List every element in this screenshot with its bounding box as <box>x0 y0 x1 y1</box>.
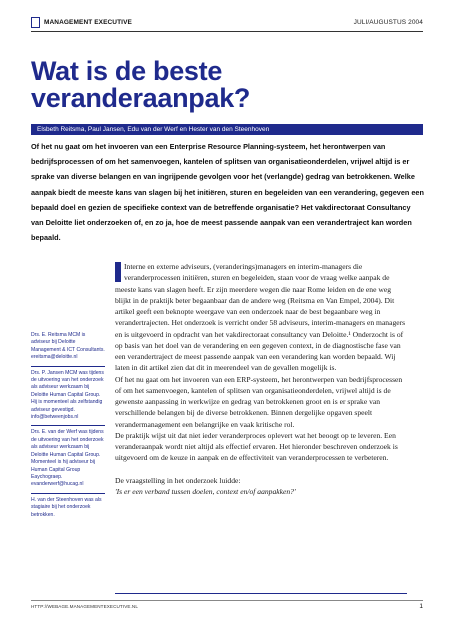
sidebar-divider <box>31 493 105 494</box>
footer-divider <box>31 600 423 601</box>
body-paragraph: Interne en externe adviseurs, (veranderings)managers en interim-managers die veranderprocessen initiëren, sturen en begeleiden, staan voor de vraag welke aanpak de meeste kans van slagen heeft. Er zijn meerdere wegen die naar Rome leiden en de ene weg blijkt in de praktijk beter begaanbaar dan de andere weg (Reitsma en Van Empel, 2004). Dit artikel geeft een beknopte weergave van een onderzoek naar de best begaanbare weg in verandertrajecten. Het onderzoek is verricht onder 58 adviseurs, interim-managers en managers en is uitgevoerd in opdracht van het vakdirectoraat consultancy van Deloitte.¹ Onderzocht is of op basis van het doel van de verandering en een gegeven context, in de diagnostische fase van een verandertraject de meest passende aanpak van een verandering kan worden bepaald. Wij laten in dit artikel zien dat dit in meerendeel van de gevallen mogelijk is. <box>115 262 406 373</box>
sidebar-divider <box>31 425 105 426</box>
author-note: Drs. P. Jansen MCM was tijdens de uitvoering van het onderzoek als adviseur werkzaam bij Deloitte Human Capital Group. Hij is momenteel als zelfstandig adviseur gevestigd. info@betweenjobs.nl <box>31 369 104 421</box>
author-notes-sidebar <box>31 332 105 519</box>
footer-url: HTTP://WEBAGE.MANAGEMENTEXECUTIVE.NL <box>31 604 138 609</box>
author-note: H. van der Steenhoven was als stagiaire bij het onderzoek betrokken. <box>31 496 102 518</box>
research-question: 'Is er een verband tussen doelen, context en/of aanpakken?' <box>115 486 296 496</box>
page-header <box>31 17 423 29</box>
article-authors: Elsbeth Reitsma, Paul Jansen, Edu van der Werf en Hester van den Steenhoven <box>37 125 270 133</box>
drop-cap-marker <box>115 262 121 282</box>
author-note: Drs. E. Reitsma MCM is adviseur bij Deloitte Management & ICT Consultants. ereitsma@deloitte.nl <box>31 332 105 361</box>
magazine-name: MANAGEMENT EXECUTIVE <box>44 19 132 26</box>
authors-bar <box>31 124 423 135</box>
issue-date: JULI/AUGUSTUS 2004 <box>353 19 423 26</box>
magazine-logo-mark <box>31 17 40 28</box>
article-lead: Of het nu gaat om het invoeren van een Enterprise Resource Planning-systeem, het herontwerpen van bedrijfsprocessen of om het samenvoegen, kantelen of splitsen van organisatieonderdelen, vrijwel altijd is er sprake van diverse belangen en van ingrijpende gevolgen voor het (verlangde) gedrag van betrokkenen. Welke aanpak biedt de meeste kans van slagen bij het initiëren, sturen en begeleiden van een verandering, gegeven een bepaald doel en gezien de specifieke context van de betreffende organisatie? Het vakdirectoraat Consultancy van Deloitte liet onderzoeken of, en zo ja, hoe de meest passende aanpak van een verandertraject kan worden bepaald. <box>31 142 424 243</box>
author-note: Drs. E. van der Werf was tijdens de uitvoering van het onderzoek als adviseur werkzaam bij Deloitte Human Capital Group. Momenteel is hij adviseur bij Human Capital Group Eaychograep. evanderwerf@hucag.nl <box>31 429 104 488</box>
article-title: Wat is de beste veranderaanpak? <box>31 56 251 113</box>
sidebar-divider <box>31 366 105 367</box>
body-paragraph: Of het nu gaat om het invoeren van een ERP-systeem, het herontwerpen van bedrijfsprocessen of om het samenvoegen, kantelen of splitsen van organisatieonderdelen, vrijwel altijd is de gewenste aanpassing in werkwijze en gedrag van betrokkenen groot en is er sprake van verschillende belangen bij de diverse betrokkenen. Binnen dergelijke opgaven speelt verandermanagement een belangrijke en vaak kritische rol. <box>115 374 403 429</box>
page-number: 1 <box>419 603 423 610</box>
body-paragraph: De praktijk wijst uit dat niet ieder veranderproces oplevert wat het beoogt op te leveren. Een veranderaanpak wordt niet altijd als effectief ervaren. Het hieronder beschreven onderzoek is uitgevoerd om de keuze in aanpak en de effectiviteit van veranderprocessen te verbeteren. <box>115 430 398 463</box>
research-question-intro: De vraagstelling in het onderzoek luidde: <box>115 475 241 485</box>
header-divider <box>31 31 423 32</box>
article-body <box>115 261 407 497</box>
question-divider <box>115 593 407 594</box>
